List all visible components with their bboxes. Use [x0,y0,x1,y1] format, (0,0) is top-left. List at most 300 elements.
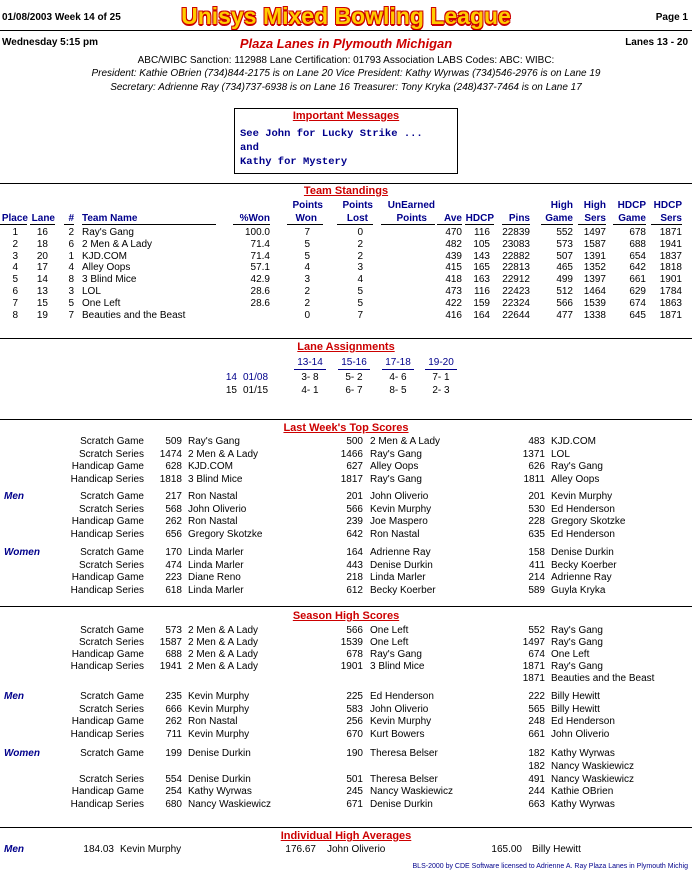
underline [541,224,573,225]
underline [578,224,606,225]
average: 422 [445,297,462,309]
score-1: 262 [165,516,182,527]
underline [381,224,435,225]
high-game: 465 [556,262,573,274]
lastweek-divider [0,419,692,420]
points-lost: 5 [357,297,363,309]
name-3: Ed Henderson [551,528,615,540]
hdcp-game: 629 [629,286,646,297]
col-lane: Lane [31,213,55,224]
score-3: 1811 [523,473,545,485]
category-label: Scratch Series [78,703,144,715]
name-2: Joe Maspero [370,516,428,527]
score-2: 190 [346,748,363,759]
season-title: Season High Scores [292,610,400,622]
name-3: Ed Henderson [551,503,615,515]
score-3: 663 [528,799,545,811]
name-1: John Oliverio [188,503,247,515]
score-1: 680 [165,799,182,811]
col-high-sers-2: Sers [584,213,606,224]
name-3: Guyla Kryka [551,584,606,596]
name-3: Becky Koerber [551,559,617,571]
matchup: 7- 1 [432,372,450,383]
name-1: Gregory Skotzke [188,528,263,540]
handicap: 143 [473,250,490,262]
score-3: 201 [528,491,545,502]
name-2: Ray's Gang [370,649,422,660]
place: 7 [12,297,18,309]
underline [425,369,457,370]
average: 415 [445,262,462,274]
points-lost: 5 [357,286,363,297]
score-3: 491 [528,773,545,785]
score-2: 201 [346,491,363,502]
standings-title: Team Standings [303,185,389,197]
name-3: Kathie OBrien [551,786,614,798]
score-1: 254 [165,786,182,798]
category-label: Scratch Game [80,625,144,636]
category-label: Handicap Game [71,461,144,472]
col-number: # [68,213,74,224]
pins: 22423 [502,286,530,297]
points-lost: 2 [357,250,363,262]
score-2: 256 [346,716,363,727]
name-2: One Left [370,637,409,648]
high-game: 573 [556,238,573,250]
name-2: Theresa Belser [370,773,438,785]
col-ave: Ave [444,213,462,224]
score-3: 1497 [522,637,545,648]
average: 418 [445,274,462,286]
average: 416 [445,309,462,321]
lane-pair: 17-18 [385,357,411,368]
name-3: Beauties and the Beast [551,673,655,684]
hdcp-game: 674 [629,297,646,309]
name-2: Denise Durkin [370,559,433,571]
won-pct: 71.4 [250,238,270,250]
name-1: Ron Nastal [188,516,238,527]
matchup: 6- 7 [345,384,363,396]
score-1: 1587 [159,637,182,648]
team-number: 4 [68,262,74,274]
name-3: Nancy Waskiewicz [551,773,634,785]
name-2: Theresa Belser [370,748,438,759]
name-3: Ray's Gang [551,625,603,636]
name-3: Denise Durkin [551,547,614,558]
handicap: 165 [473,262,490,274]
points-won: 2 [304,286,310,297]
score-2: 501 [346,773,363,785]
underline [337,224,373,225]
name-2: Kevin Murphy [370,503,432,515]
team-number: 2 [68,227,74,238]
pins: 22324 [502,297,530,309]
week-date: 01/15 [243,384,269,396]
score-1: 618 [165,584,182,596]
matchup: 2- 3 [432,384,450,396]
underline [437,224,462,225]
score-2: 218 [346,572,363,583]
place: 2 [12,238,18,250]
average: 470 [445,227,462,238]
hdcp-series: 1837 [659,250,682,262]
score-2: 627 [346,461,363,472]
name-1: KJD.COM [188,461,233,472]
name-2: Linda Marler [370,572,426,583]
score-2: 642 [346,528,363,540]
score-3: 530 [528,503,545,515]
score-1: 474 [165,559,182,571]
col-points-won-1: Points [292,200,323,211]
col-pins: Pins [508,213,530,224]
category-label: Scratch Game [80,691,144,702]
score-3: 635 [528,528,545,540]
place: 6 [12,286,18,297]
points-won: 5 [304,250,310,262]
pins: 22839 [502,227,530,238]
high-series: 1464 [583,286,606,297]
matchup: 3- 8 [301,372,319,383]
name-3: John Oliverio [551,728,610,740]
points-won: 4 [304,262,310,274]
average: 439 [445,250,462,262]
score-2: 500 [346,436,363,447]
points-won: 3 [304,274,310,286]
message-line: See John for Lucky Strike ... [240,128,423,140]
col-hdcp: HDCP [465,213,494,224]
team-name: Alley Oops [82,262,131,274]
name-1: Linda Marler [188,559,244,571]
score-2: 239 [346,516,363,527]
averages-men-label: Men [4,844,24,855]
name-1: 2 Men & A Lady [188,637,259,648]
score-3: 214 [528,572,545,583]
sanction-line: ABC/WIBC Sanction: 112988 Lane Certification: 01793 Association LABS Codes: ABC: WIBC: [137,55,555,66]
score-2: 164 [346,547,363,558]
score-3: 1871 [522,661,545,672]
col-high-game-1: High [550,200,573,211]
week-number: 14 [225,372,237,383]
underline [82,224,216,225]
high-series: 1338 [583,309,606,321]
high-game: 566 [556,297,573,309]
underline [338,369,370,370]
hdcp-game: 661 [629,274,646,286]
score-1: 554 [165,773,182,785]
underline [30,224,55,225]
lastweek-men-label: Men [4,491,24,502]
category-label: Handicap Series [70,661,144,672]
category-label: Handicap Game [71,649,144,660]
name-1: Linda Marler [188,547,244,558]
score-2: 671 [346,799,363,811]
name-1: Ron Nastal [188,491,238,502]
handicap: 164 [473,309,490,321]
high-game: 477 [556,309,573,321]
hdcp-series: 1784 [659,286,682,297]
score-1: 199 [165,748,182,759]
points-won: 2 [304,297,310,309]
name-1: Diane Reno [188,572,241,583]
score-3: 626 [528,461,545,472]
score-2: 1901 [340,661,363,672]
score-3: 244 [528,786,545,798]
category-label: Scratch Series [78,503,144,515]
team-number: 8 [68,274,74,286]
name-3: Kathy Wyrwas [551,748,615,759]
high-series: 1397 [583,274,606,286]
score-3: 158 [528,547,545,558]
name-3: Alley Oops [551,473,600,485]
score-1: 223 [165,572,182,583]
messages-box [234,108,458,174]
name-3: One Left [551,649,590,660]
place: 3 [12,250,18,262]
category-label: Scratch Game [80,748,144,759]
name-1: Nancy Waskiewicz [188,799,271,811]
name-1: 2 Men & A Lady [188,661,259,672]
handicap: 105 [473,238,490,250]
score-3: 228 [528,516,545,527]
name-2: One Left [370,625,409,636]
matchup: 8- 5 [389,384,407,396]
score-1: 217 [165,491,182,502]
score-1: 688 [165,649,182,660]
location: Plaza Lanes in Plymouth Michigan [239,36,453,51]
high-series: 1352 [583,262,606,274]
col-hdcp-game-2: Game [618,213,646,224]
name-1: Kevin Murphy [188,703,250,715]
name-1: Ron Nastal [188,716,238,727]
pins: 22912 [502,274,530,286]
bowler-name: Billy Hewitt [532,844,581,855]
season-divider [0,606,692,607]
lane: 16 [36,227,48,238]
score-2: 225 [346,691,363,702]
pins: 22882 [502,250,530,262]
name-3: Gregory Skotzke [551,516,626,527]
score-2: 1466 [340,448,363,460]
team-number: 5 [68,297,74,309]
score-3: 674 [528,649,545,660]
category-label: Scratch Series [78,637,144,648]
name-1: Kevin Murphy [188,691,250,702]
category-label: Handicap Series [70,528,144,540]
name-2: Adrienne Ray [370,547,431,558]
lane: 18 [36,238,48,250]
score-1: 235 [165,691,182,702]
points-lost: 0 [357,227,363,238]
score-1: 568 [165,503,182,515]
col-points-lost-2: Lost [346,213,368,224]
score-1: 656 [165,528,182,540]
score-2: 245 [346,786,363,798]
lanes-divider [0,338,692,339]
hdcp-series: 1871 [659,227,682,238]
name-3: Ray's Gang [551,637,603,648]
underline [465,224,494,225]
average: 473 [445,286,462,297]
name-2: Ray's Gang [370,473,422,485]
score-3: 248 [528,716,545,727]
col-unearned-1: UnEarned [387,200,435,211]
points-lost: 2 [357,238,363,250]
name-2: Ray's Gang [370,448,422,460]
team-name: 2 Men & A Lady [82,238,153,250]
header-divider [0,30,692,31]
name-1: Denise Durkin [188,773,251,785]
page-number: Page 1 [655,12,688,23]
name-1: Linda Marler [188,584,244,596]
col-hdcp-game-1: HDCP [617,200,646,211]
lane-pair: 19-20 [428,357,454,368]
col-place: Place [1,213,28,224]
category-label: Handicap Series [70,473,144,485]
hdcp-series: 1863 [659,297,682,309]
underline [287,224,323,225]
score-1: 711 [166,728,182,740]
category-label: Handicap Series [70,728,144,740]
lane: 13 [36,286,48,297]
name-3: Ray's Gang [551,661,603,672]
name-3: Nancy Waskiewicz [551,760,634,772]
high-game: 552 [556,227,573,238]
lanes-range: Lanes 13 - 20 [625,37,688,48]
high-game: 512 [556,286,573,297]
underline [502,224,530,225]
score-2: 583 [346,703,363,715]
team-name: One Left [82,297,121,309]
won-pct: 100.0 [244,227,270,238]
season-women-label: Women [4,748,40,759]
name-2: Ed Henderson [370,691,434,702]
name-2: Kurt Bowers [370,728,425,740]
team-number: 1 [68,250,74,262]
team-number: 7 [68,309,74,321]
hdcp-game: 678 [629,227,646,238]
name-3: Ed Henderson [551,716,615,727]
name-1: Kevin Murphy [188,728,250,740]
handicap: 163 [473,274,490,286]
name-2: Kevin Murphy [370,716,432,727]
won-pct: 71.4 [250,250,270,262]
name-3: Billy Hewitt [551,691,600,702]
underline [613,224,646,225]
col-unearned-2: Points [396,213,427,224]
name-1: 2 Men & A Lady [188,649,259,660]
col-won-pct: %Won [239,213,270,224]
underline [64,224,74,225]
average-value: 184.03 [83,844,114,855]
name-2: Becky Koerber [370,584,436,596]
hdcp-game: 642 [629,262,646,274]
high-game: 499 [556,274,573,286]
matchup: 4- 6 [389,372,407,383]
underline [0,224,27,225]
high-series: 1539 [583,297,606,309]
won-pct: 42.9 [250,274,270,286]
lane: 19 [36,309,48,321]
score-3: 182 [528,760,545,772]
handicap: 116 [474,286,490,297]
category-label: Scratch Game [80,547,144,558]
team-number: 3 [68,286,74,297]
average-value: 165.00 [491,844,522,855]
won-pct: 57.1 [250,262,270,274]
category-label: Handicap Series [70,584,144,596]
score-1: 1474 [159,448,182,460]
officers-line-1: President: Kathie OBrien (734)844-2175 is on Lane 20 Vice President: Kathy Wyrwas (734)546-2976 is on Lane 19 [91,68,601,79]
lastweek-women-label: Women [4,547,40,558]
name-3: Kevin Murphy [551,491,613,502]
score-3: 552 [528,625,545,636]
team-number: 6 [68,238,74,250]
name-2: Alley Oops [370,461,419,472]
day-time: Wednesday 5:15 pm [2,37,98,48]
name-3: Adrienne Ray [551,572,612,583]
team-name: Beauties and the Beast [82,309,186,321]
lane: 14 [36,274,48,286]
place: 8 [12,309,18,321]
lane-pair: 15-16 [341,357,367,368]
category-label: Scratch Series [78,448,144,460]
team-name: Ray's Gang [82,227,134,238]
name-2: 3 Blind Mice [370,661,425,672]
score-2: 612 [346,584,363,596]
score-3: 565 [528,703,545,715]
average: 482 [445,238,462,250]
hdcp-series: 1901 [659,274,682,286]
points-won: 0 [304,309,310,321]
bowler-name: John Oliverio [327,844,386,855]
points-won: 7 [304,227,310,238]
score-1: 262 [165,716,182,727]
underline [233,224,270,225]
underline [651,224,682,225]
points-won: 5 [304,238,310,250]
won-pct: 28.6 [250,286,270,297]
hdcp-game: 645 [629,309,646,321]
high-series: 1587 [583,238,606,250]
hdcp-game: 688 [629,238,646,250]
name-1: 2 Men & A Lady [188,625,259,636]
high-series: 1497 [583,227,606,238]
place: 1 [12,227,18,238]
category-label: Handicap Game [71,716,144,727]
handicap: 159 [473,297,490,309]
underline [294,369,326,370]
week-number: 15 [225,384,237,396]
points-lost: 7 [357,309,363,321]
points-lost: 4 [357,274,363,286]
place: 4 [12,262,18,274]
standings-divider [0,183,692,184]
name-2: Nancy Waskiewicz [370,786,453,798]
team-name: 3 Blind Mice [82,274,137,286]
score-2: 566 [346,503,363,515]
lastweek-title: Last Week's Top Scores [283,422,409,434]
date-week: 01/08/2003 Week 14 of 25 [2,12,121,23]
team-name: LOL [82,286,101,297]
name-2: Denise Durkin [370,799,433,811]
score-3: 411 [529,559,545,571]
season-men-label: Men [4,691,24,702]
score-1: 170 [165,547,182,558]
pins: 22644 [502,309,530,321]
category-label: Scratch Game [80,491,144,502]
won-pct: 28.6 [250,297,270,309]
score-1: 628 [165,461,182,472]
